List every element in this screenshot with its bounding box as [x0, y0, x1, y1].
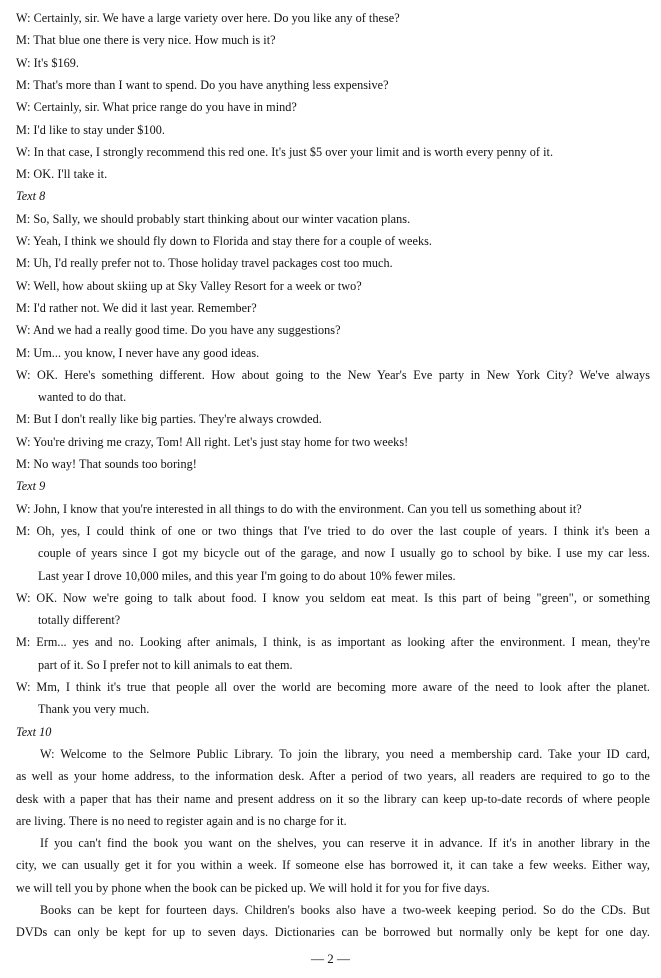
dialogue-continuation: couple of years since I got my bicycle out of the garage, and now I usually go to school by bike. I use my car less.	[38, 546, 650, 561]
monologue-line: city, we can usually get it for you within a week. If someone else has borrowed it, it can take a few weeks. Either way,	[16, 858, 650, 873]
dialogue-line: W: In that case, I strongly recommend this red one. It's just $5 over your limit and is worth every penny of it.	[16, 144, 554, 159]
dialogue-line: M: Oh, yes, I could think of one or two things that I've tried to do over the last couple of years. I think it's been a	[16, 523, 650, 538]
monologue-line: W: Welcome to the Selmore Public Library. To join the library, you need a membership card. Take your ID card,	[40, 746, 650, 761]
dialogue-line: M: Um... you know, I never have any good ideas.	[16, 345, 260, 360]
dialogue-line: M: I'd like to stay under $100.	[16, 122, 165, 137]
dialogue-line: M: That blue one there is very nice. How much is it?	[16, 33, 276, 48]
dialogue-line: W: Certainly, sir. We have a large variety over here. Do you like any of these?	[16, 11, 400, 25]
monologue-line: DVDs can only be kept for up to seven days. Dictionaries can be borrowed but normally only be kept for one day.	[16, 925, 650, 940]
dialogue-continuation: totally different?	[38, 613, 121, 628]
monologue-line: If you can't find the book you want on the shelves, you can reserve it in advance. If it's in another library in the	[40, 836, 650, 851]
dialogue-continuation: Last year I drove 10,000 miles, and this year I'm going to do about 10% fewer miles.	[38, 568, 456, 583]
monologue-line: are living. There is no need to register again and is no charge for it.	[16, 813, 347, 828]
monologue-line: desk with a paper that has their name and present address on it so the library can keep up-to-date records of where people	[16, 791, 650, 806]
dialogue-line: M: I'd rather not. We did it last year. Remember?	[16, 300, 257, 315]
dialogue-line: M: OK. I'll take it.	[16, 167, 108, 182]
dialogue-line: W: Mm, I think it's true that people all over the world are becoming more aware of the need to look after the planet.	[16, 680, 650, 694]
dialogue-continuation: part of it. So I prefer not to kill animals to eat them.	[38, 657, 293, 672]
dialogue-line: M: Erm... yes and no. Looking after animals, I think, is as important as looking after the environment. I mean, they're	[16, 635, 650, 650]
dialogue-line: M: So, Sally, we should probably start thinking about our winter vacation plans.	[16, 211, 411, 226]
monologue-line: Books can be kept for fourteen days. Children's books also have a two-week keeping period. So do the CDs. But	[40, 903, 650, 917]
dialogue-line: M: No way! That sounds too boring!	[16, 457, 197, 471]
dialogue-line: M: That's more than I want to spend. Do you have anything less expensive?	[16, 77, 389, 92]
dialogue-continuation: Thank you very much.	[38, 702, 150, 717]
dialogue-continuation: wanted to do that.	[38, 390, 127, 405]
dialogue-line: M: Uh, I'd really prefer not to. Those holiday travel packages cost too much.	[16, 256, 393, 271]
dialogue-line: W: Yeah, I think we should fly down to Florida and stay there for a couple of weeks.	[16, 234, 433, 248]
dialogue-line: W: You're driving me crazy, Tom! All right. Let's just stay home for two weeks!	[16, 434, 409, 449]
page-number: — 2 —	[311, 951, 350, 966]
section-heading: Text 10	[16, 724, 52, 739]
dialogue-line: W: OK. Now we're going to talk about food. I know you seldom eat meat. Is this part of being "green", or something	[16, 590, 650, 605]
dialogue-line: W: OK. Here's something different. How about going to the New Year's Eve party in New York City? We've always	[16, 367, 650, 382]
dialogue-line: W: John, I know that you're interested in all things to do with the environment. Can you tell us something about it?	[16, 501, 582, 516]
dialogue-line: M: But I don't really like big parties. They're always crowded.	[16, 412, 322, 427]
section-heading: Text 9	[16, 479, 46, 494]
monologue-line: we will tell you by phone when the book can be picked up. We will hold it for you for five days.	[16, 880, 490, 895]
dialogue-line: W: And we had a really good time. Do you have any suggestions?	[16, 323, 341, 338]
section-heading: Text 8	[16, 189, 46, 204]
dialogue-line: W: Certainly, sir. What price range do you have in mind?	[16, 100, 297, 115]
dialogue-line: W: Well, how about skiing up at Sky Valley Resort for a week or two?	[16, 278, 362, 293]
monologue-line: as well as your home address, to the information desk. After a period of two years, all readers are required to go to the	[16, 769, 650, 784]
dialogue-line: W: It's $169.	[16, 55, 79, 70]
